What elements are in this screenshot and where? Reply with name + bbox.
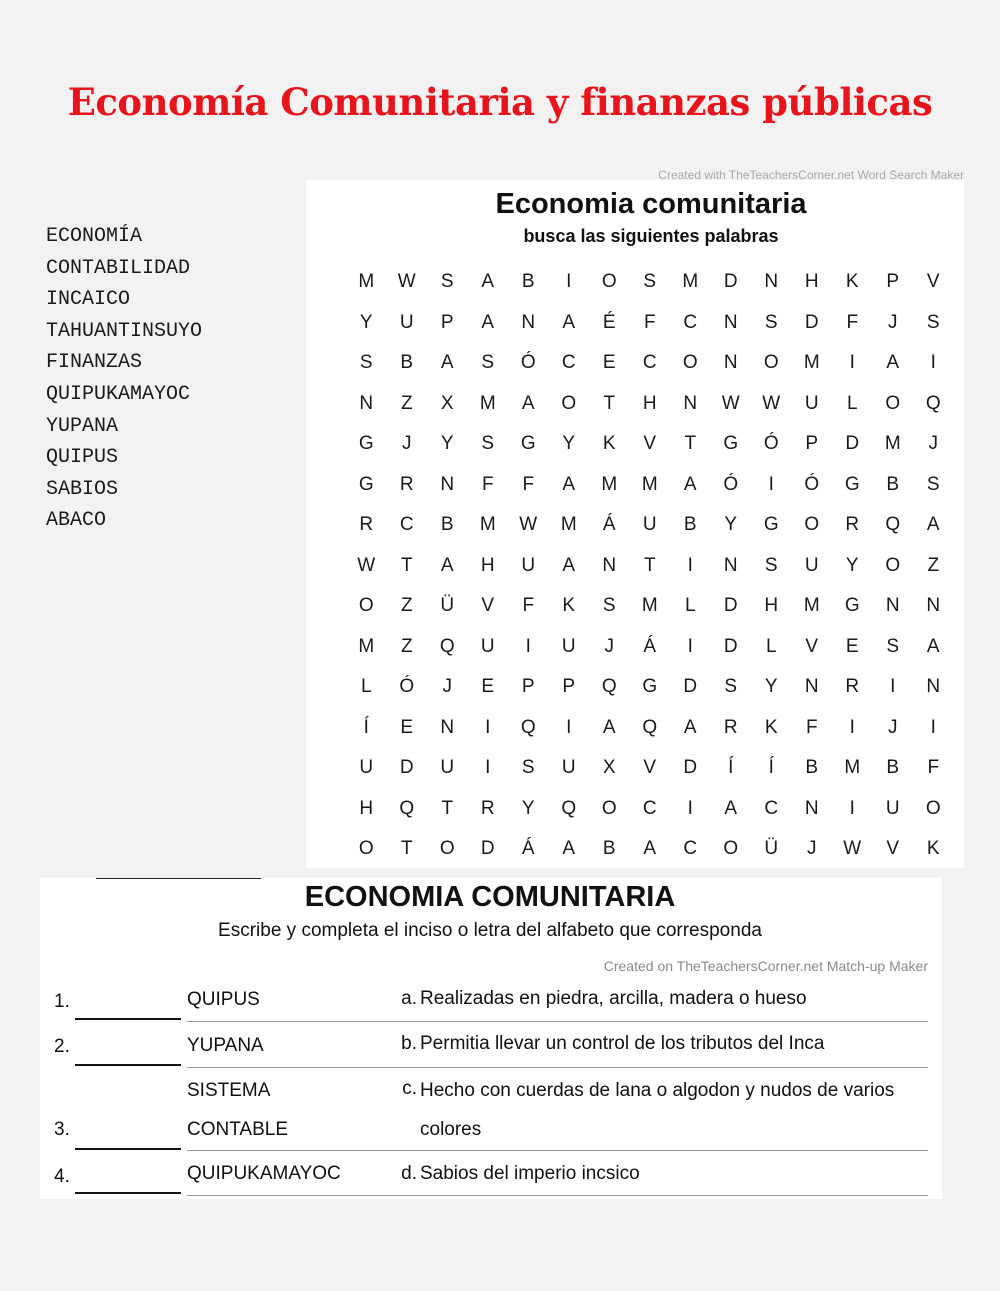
grid-letter[interactable]: U [804, 392, 819, 414]
word-list-item: SABIOS [46, 477, 119, 501]
grid-letter[interactable]: O [601, 797, 617, 819]
grid-letter[interactable]: U [885, 797, 900, 819]
grid-letter[interactable]: J [928, 433, 938, 455]
grid-letter[interactable]: W [519, 514, 538, 536]
grid-letter[interactable]: N [926, 595, 941, 617]
wordsearch-credit: Created with TheTeachersCorner.net Word Search Maker [658, 169, 964, 181]
grid-letter[interactable]: N [926, 676, 941, 698]
matchup-row [40, 979, 942, 1024]
grid-letter[interactable]: Q [601, 676, 617, 698]
grid-letter[interactable]: M [682, 271, 699, 293]
row-number: 2. [54, 1036, 70, 1057]
wordsearch-subtitle: busca las siguientes palabras [523, 226, 779, 246]
grid-letter[interactable]: P [805, 433, 819, 455]
grid-letter[interactable]: C [764, 797, 779, 819]
grid-letter[interactable]: D [480, 838, 495, 860]
grid-letter[interactable]: A [521, 392, 535, 414]
row-number: 1. [54, 991, 70, 1012]
definition-text: Hecho con cuerdas de lana o algodon y nudos de varios colores [420, 1080, 895, 1140]
grid-letter[interactable]: C [683, 838, 698, 860]
option-letter: b. [401, 1033, 417, 1054]
grid-letter[interactable]: M [601, 473, 618, 495]
grid-letter[interactable]: G [844, 595, 860, 617]
grid-letter[interactable]: T [643, 554, 656, 576]
grid-letter[interactable]: M [358, 635, 375, 657]
term-label: QUIPUS [187, 989, 260, 1010]
grid-letter[interactable]: J [888, 716, 898, 738]
grid-letter[interactable]: D [399, 757, 414, 779]
grid-letter[interactable]: N [804, 797, 819, 819]
grid-letter[interactable]: Y [440, 433, 454, 455]
divider [369, 1195, 928, 1196]
grid-letter[interactable]: P [562, 676, 576, 698]
grid-letter[interactable]: W [721, 392, 740, 414]
answer-blank[interactable] [75, 1192, 181, 1194]
grid-letter[interactable]: M [358, 271, 375, 293]
wordsearch-panel [306, 169, 964, 868]
grid-letter[interactable]: N [764, 271, 779, 293]
grid-letter[interactable]: Ó [763, 433, 779, 455]
divider [187, 1067, 369, 1068]
grid-letter[interactable]: V [481, 595, 495, 617]
grid-letter[interactable]: Ü [764, 838, 779, 860]
grid-letter[interactable]: N [723, 352, 738, 374]
grid-letter[interactable]: Q [885, 514, 901, 536]
grid-letter[interactable]: A [481, 311, 495, 333]
grid-letter[interactable]: O [885, 392, 901, 414]
grid-letter[interactable]: Á [602, 514, 616, 536]
grid-letter[interactable]: Y [359, 311, 373, 333]
grid-letter[interactable]: H [804, 271, 819, 293]
grid-letter[interactable]: M [803, 595, 820, 617]
grid-letter[interactable]: S [481, 352, 495, 374]
grid-letter[interactable]: Í [768, 757, 774, 779]
grid-letter[interactable]: H [359, 797, 374, 819]
grid-letter[interactable]: S [926, 473, 940, 495]
grid-letter[interactable]: B [886, 473, 900, 495]
grid-letter[interactable]: R [480, 797, 495, 819]
word-list [46, 221, 202, 537]
grid-letter[interactable]: N [521, 311, 536, 333]
grid-letter[interactable]: A [886, 352, 900, 374]
grid-letter[interactable]: D [804, 311, 819, 333]
word-list-item: CONTABILIDAD [46, 256, 191, 280]
grid-letter[interactable]: B [400, 352, 414, 374]
grid-letter[interactable]: B [683, 514, 697, 536]
grid-letter[interactable]: Á [521, 838, 535, 860]
wordsearch-title: Economia comunitaria [495, 188, 807, 220]
grid-letter[interactable]: G [763, 514, 779, 536]
grid-letter[interactable]: A [481, 271, 495, 293]
grid-letter[interactable]: F [805, 716, 818, 738]
grid-letter[interactable]: M [560, 514, 577, 536]
grid-letter[interactable]: I [849, 716, 855, 738]
grid-letter[interactable]: L [846, 392, 858, 414]
grid-letter[interactable]: N [440, 473, 455, 495]
grid-letter[interactable]: H [480, 554, 495, 576]
grid-letter[interactable]: Y [521, 797, 535, 819]
grid-letter[interactable]: G [358, 433, 374, 455]
grid-letter[interactable]: S [481, 433, 495, 455]
grid-letter[interactable]: M [803, 352, 820, 374]
option-letter: c. [402, 1078, 417, 1099]
grid-letter[interactable]: A [562, 838, 576, 860]
answer-blank[interactable] [75, 1018, 181, 1020]
grid-letter[interactable]: P [440, 311, 454, 333]
answer-blank[interactable] [75, 1064, 181, 1066]
definition-text: Permitia llevar un control de los tributos del Inca [420, 1033, 825, 1054]
grid-letter[interactable]: U [399, 311, 414, 333]
grid-letter[interactable]: U [642, 514, 657, 536]
word-list-item: QUIPUKAMAYOC [46, 382, 191, 406]
grid-letter[interactable]: Ó [804, 473, 820, 495]
grid-letter[interactable]: O [804, 514, 820, 536]
grid-letter[interactable]: C [642, 797, 657, 819]
grid-letter[interactable]: N [723, 311, 738, 333]
grid-letter[interactable]: A [440, 554, 454, 576]
grid-letter[interactable]: B [521, 271, 535, 293]
grid-letter[interactable]: V [643, 757, 657, 779]
matchup-row [40, 1154, 942, 1199]
grid-letter[interactable]: S [724, 676, 738, 698]
grid-letter[interactable]: K [602, 433, 616, 455]
grid-letter[interactable]: A [643, 838, 657, 860]
grid-letter[interactable]: A [562, 473, 576, 495]
grid-letter[interactable]: F [522, 473, 535, 495]
grid-letter[interactable]: G [723, 433, 739, 455]
grid-letter[interactable]: Q [561, 797, 577, 819]
grid-letter[interactable]: V [805, 635, 819, 657]
grid-letter[interactable]: S [886, 635, 900, 657]
grid-letter[interactable]: B [805, 757, 819, 779]
grid-letter[interactable]: R [723, 716, 738, 738]
word-list-item: QUIPUS [46, 446, 119, 470]
grid-letter[interactable]: N [804, 676, 819, 698]
option-letter: a. [401, 988, 417, 1009]
grid-letter[interactable]: K [764, 716, 778, 738]
grid-letter[interactable]: D [845, 433, 860, 455]
grid-letter[interactable]: O [723, 838, 739, 860]
grid-letter[interactable]: W [397, 271, 416, 293]
grid-letter[interactable]: G [520, 433, 536, 455]
grid-letter[interactable]: Q [642, 716, 658, 738]
grid-letter[interactable]: A [440, 352, 454, 374]
grid-letter[interactable]: C [683, 311, 698, 333]
grid-letter[interactable]: J [604, 635, 614, 657]
divider [96, 878, 261, 879]
grid-letter[interactable]: S [521, 757, 535, 779]
word-list-item: YUPANA [46, 414, 119, 438]
grid-letter[interactable]: S [359, 352, 373, 374]
grid-letter[interactable]: S [602, 595, 616, 617]
grid-letter[interactable]: Q [399, 797, 415, 819]
grid-letter[interactable]: F [846, 311, 859, 333]
grid-letter[interactable]: O [358, 838, 374, 860]
grid-letter[interactable]: E [400, 716, 414, 738]
grid-letter[interactable]: Z [400, 595, 413, 617]
grid-letter[interactable]: V [643, 433, 657, 455]
grid-letter[interactable]: R [359, 514, 374, 536]
grid-letter[interactable]: Y [764, 676, 778, 698]
grid-letter[interactable]: N [359, 392, 374, 414]
grid-letter[interactable]: U [804, 554, 819, 576]
grid-letter[interactable]: K [845, 271, 859, 293]
grid-letter[interactable]: D [683, 757, 698, 779]
grid-letter[interactable]: A [724, 797, 738, 819]
grid-letter[interactable]: R [845, 676, 860, 698]
grid-letter[interactable]: Y [562, 433, 576, 455]
divider [369, 1021, 928, 1022]
grid-letter[interactable]: S [764, 311, 778, 333]
grid-letter[interactable]: Ó [399, 676, 415, 698]
matchup-subtitle: Escribe y completa el inciso o letra del alfabeto que corresponda [218, 920, 762, 941]
divider [369, 1067, 928, 1068]
page-title: Economía Comunitaria y finanzas públicas [67, 80, 933, 124]
grid-letter[interactable]: A [602, 716, 616, 738]
row-number: 4. [54, 1166, 70, 1187]
grid-letter[interactable]: I [687, 635, 693, 657]
grid-letter[interactable]: L [684, 595, 696, 617]
grid-letter[interactable]: I [930, 352, 936, 374]
grid-letter[interactable]: Y [724, 514, 738, 536]
grid-letter[interactable]: T [684, 433, 697, 455]
answer-blank[interactable] [75, 1148, 181, 1150]
grid-letter[interactable]: X [602, 757, 616, 779]
grid-letter[interactable]: G [358, 473, 374, 495]
grid-letter[interactable]: L [360, 676, 372, 698]
grid-letter[interactable]: M [884, 433, 901, 455]
grid-letter[interactable]: X [440, 392, 454, 414]
word-list-item: TAHUANTINSUYO [46, 319, 203, 343]
grid-letter[interactable]: E [602, 352, 616, 374]
grid-letter[interactable]: T [400, 838, 413, 860]
grid-letter[interactable]: A [683, 473, 697, 495]
grid-letter[interactable]: P [886, 271, 900, 293]
wordsearch-grid [346, 262, 954, 870]
grid-letter[interactable]: Ó [723, 473, 739, 495]
grid-letter[interactable]: S [764, 554, 778, 576]
grid-letter[interactable]: U [561, 635, 576, 657]
grid-letter[interactable]: J [402, 433, 412, 455]
grid-letter[interactable]: O [682, 352, 698, 374]
grid-letter[interactable]: B [602, 838, 616, 860]
grid-letter[interactable]: U [561, 757, 576, 779]
grid-letter[interactable]: N [440, 716, 455, 738]
grid-letter[interactable]: F [927, 757, 940, 779]
grid-letter[interactable]: R [845, 514, 860, 536]
grid-letter[interactable]: I [485, 716, 491, 738]
grid-letter[interactable]: I [566, 716, 572, 738]
grid-letter[interactable]: Y [845, 554, 859, 576]
grid-letter[interactable]: K [926, 838, 940, 860]
grid-letter[interactable]: Q [439, 635, 455, 657]
grid-letter[interactable]: S [440, 271, 454, 293]
grid-letter[interactable]: S [926, 311, 940, 333]
grid-letter[interactable]: O [601, 271, 617, 293]
grid-letter[interactable]: L [765, 635, 777, 657]
grid-letter[interactable]: D [683, 676, 698, 698]
matchup-row [40, 1069, 942, 1154]
grid-letter[interactable]: U [521, 554, 536, 576]
grid-letter[interactable]: S [643, 271, 657, 293]
divider [187, 1195, 369, 1196]
word-list-item: ECONOMÍA [46, 225, 143, 248]
grid-letter[interactable]: P [521, 676, 535, 698]
grid-letter[interactable]: M [479, 514, 496, 536]
grid-letter[interactable]: A [562, 311, 576, 333]
grid-letter[interactable]: I [525, 635, 531, 657]
grid-letter[interactable]: Í [728, 757, 734, 779]
grid-letter[interactable]: I [687, 554, 693, 576]
grid-letter[interactable]: F [522, 595, 535, 617]
grid-letter[interactable]: N [723, 554, 738, 576]
grid-letter[interactable]: W [843, 838, 862, 860]
grid-letter[interactable]: B [886, 757, 900, 779]
grid-letter[interactable]: U [480, 635, 495, 657]
grid-letter[interactable]: I [485, 757, 491, 779]
grid-letter[interactable]: N [602, 554, 617, 576]
grid-letter[interactable]: I [849, 797, 855, 819]
grid-letter[interactable]: H [642, 392, 657, 414]
grid-letter[interactable]: A [562, 554, 576, 576]
grid-letter[interactable]: Z [927, 554, 940, 576]
grid-letter[interactable]: O [561, 392, 577, 414]
grid-letter[interactable]: J [888, 311, 898, 333]
grid-letter[interactable]: Í [363, 716, 369, 738]
grid-letter[interactable]: É [602, 311, 616, 333]
term-label: SISTEMA CONTABLE [187, 1080, 289, 1140]
grid-letter[interactable]: J [807, 838, 817, 860]
definition-text: Sabios del imperio incsico [420, 1163, 640, 1184]
grid-letter[interactable]: D [723, 635, 738, 657]
grid-letter[interactable]: Ó [520, 352, 536, 374]
matchup-row [40, 1024, 942, 1069]
grid-letter[interactable]: O [763, 352, 779, 374]
grid-letter[interactable]: N [885, 595, 900, 617]
grid-letter[interactable]: T [603, 392, 616, 414]
grid-letter[interactable]: F [481, 473, 494, 495]
grid-letter[interactable]: W [357, 554, 376, 576]
grid-letter[interactable]: Z [400, 635, 413, 657]
divider [187, 1021, 369, 1022]
grid-letter[interactable]: M [844, 757, 861, 779]
matchup-title: ECONOMIA COMUNITARIA [304, 881, 676, 913]
grid-letter[interactable]: T [441, 797, 454, 819]
grid-letter[interactable]: V [926, 271, 940, 293]
term-label: QUIPUKAMAYOC [187, 1163, 341, 1184]
grid-letter[interactable]: I [890, 676, 896, 698]
grid-letter[interactable]: C [561, 352, 576, 374]
grid-letter[interactable]: V [886, 838, 900, 860]
grid-letter[interactable]: U [440, 757, 455, 779]
grid-letter[interactable]: M [479, 392, 496, 414]
grid-letter[interactable]: B [440, 514, 454, 536]
grid-letter[interactable]: Z [400, 392, 413, 414]
grid-letter[interactable]: J [442, 676, 452, 698]
grid-letter[interactable]: Q [520, 716, 536, 738]
grid-letter[interactable]: G [844, 473, 860, 495]
grid-letter[interactable]: C [399, 514, 414, 536]
grid-letter[interactable]: H [764, 595, 779, 617]
grid-letter[interactable]: A [683, 716, 697, 738]
grid-letter[interactable]: D [723, 595, 738, 617]
grid-letter[interactable]: I [849, 352, 855, 374]
grid-letter[interactable]: Ü [440, 595, 455, 617]
term-label: YUPANA [187, 1035, 264, 1056]
grid-letter[interactable]: M [641, 595, 658, 617]
grid-letter[interactable]: W [762, 392, 781, 414]
grid-letter[interactable]: G [642, 676, 658, 698]
grid-letter[interactable]: A [926, 635, 940, 657]
grid-letter[interactable]: E [481, 676, 495, 698]
divider [369, 1150, 928, 1151]
option-letter: d. [401, 1163, 417, 1184]
grid-letter[interactable]: R [399, 473, 414, 495]
matchup-panel [40, 878, 942, 1199]
grid-letter[interactable]: O [358, 595, 374, 617]
grid-letter[interactable]: I [687, 797, 693, 819]
grid-letter[interactable]: O [925, 797, 941, 819]
grid-letter[interactable]: U [359, 757, 374, 779]
grid-letter[interactable]: Q [925, 392, 941, 414]
grid-letter[interactable]: K [562, 595, 576, 617]
word-list-item: FINANZAS [46, 351, 143, 375]
grid-letter[interactable]: I [768, 473, 774, 495]
grid-letter[interactable]: A [926, 514, 940, 536]
grid-letter[interactable]: I [566, 271, 572, 293]
grid-letter[interactable]: E [845, 635, 859, 657]
grid-letter[interactable]: F [643, 311, 656, 333]
word-list-item: INCAICO [46, 288, 131, 312]
divider [187, 1150, 369, 1151]
grid-letter[interactable]: T [400, 554, 413, 576]
grid-letter[interactable]: M [641, 473, 658, 495]
definition-text: Realizadas en piedra, arcilla, madera o hueso [420, 988, 807, 1009]
grid-letter[interactable]: I [930, 716, 936, 738]
grid-letter[interactable]: C [642, 352, 657, 374]
word-list-item: ABACO [46, 509, 107, 533]
grid-letter[interactable]: O [885, 554, 901, 576]
grid-letter[interactable]: N [683, 392, 698, 414]
grid-letter[interactable]: O [439, 838, 455, 860]
row-number: 3. [54, 1119, 70, 1140]
grid-letter[interactable]: Á [643, 635, 657, 657]
grid-letter[interactable]: D [723, 271, 738, 293]
matchup-credit: Created on TheTeachersCorner.net Match-up Maker [603, 958, 928, 974]
